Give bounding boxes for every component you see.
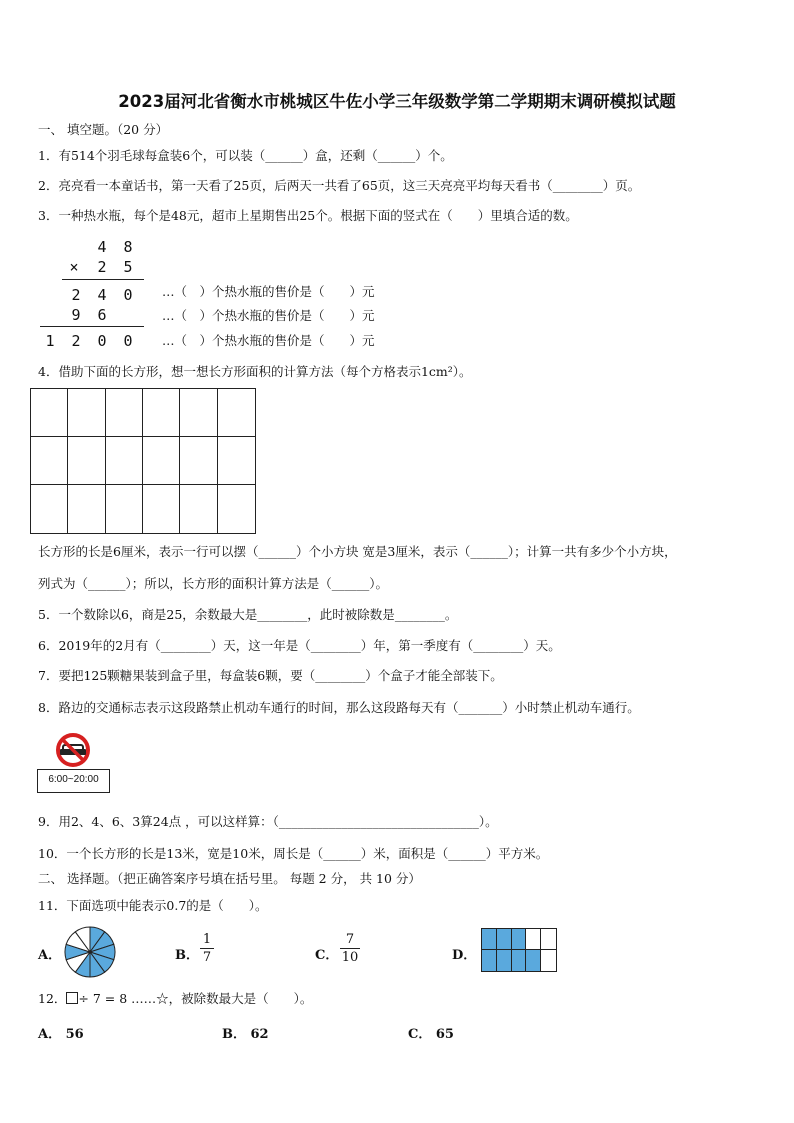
vertical-note: …（ ）个热水瓶的售价是（ ）元 (162, 284, 375, 299)
fraction-seven-tenths (340, 932, 360, 965)
denominator: 7 (202, 950, 212, 965)
option-12-c: C． 65 (408, 1027, 454, 1042)
option-12-b: B． 62 (222, 1027, 269, 1042)
question-11: 11．下面选项中能表示0.7的是（ ）。 (38, 898, 268, 913)
option-d-label: D． (452, 948, 477, 963)
digit: 0 (97, 332, 107, 350)
option-b-label: B． (175, 948, 199, 963)
digit: 1 (45, 332, 55, 350)
denominator: 10 (341, 950, 359, 965)
vertical-multiplication (40, 238, 150, 350)
question-4-line-1: 长方形的长是6厘米，表示一行可以摆（______）个小方块 宽是3厘米，表示（______）；计算一共有多少个小方块， (38, 544, 677, 559)
vertical-note: …（ ）个热水瓶的售价是（ ）元 (162, 308, 375, 323)
section-heading-fill: 一、 填空题。（20 分） (38, 122, 169, 137)
question-2: 2．亮亮看一本童话书，第一天看了25页，后两天一共看了65页，这三天亮亮平均每天看书（________）页。 (38, 178, 641, 193)
bar-fraction-grid (481, 928, 557, 972)
question-12 (38, 991, 312, 1007)
digit: 2 (71, 332, 81, 350)
pie-fraction-icon (64, 926, 116, 978)
question-4-line-2: 列式为（______）；所以，长方形的面积计算方法是（______）。 (38, 576, 389, 591)
divider-line (62, 279, 144, 280)
numerator: 1 (202, 932, 212, 947)
divider-line (40, 326, 144, 327)
digit: 8 (123, 238, 133, 256)
question-12-number: 12． (38, 991, 67, 1006)
section-heading-choice: 二、 选择题。（把正确答案序号填在括号里。 每题 2 分， 共 10 分） (38, 871, 421, 886)
question-10: 10．一个长方形的长是13米，宽是10米，周长是（______）米，面积是（______）平方米。 (38, 846, 549, 861)
digit: 4 (97, 286, 107, 304)
blank-box-icon (66, 992, 78, 1004)
digit: 0 (123, 286, 133, 304)
option-12-a: A． 56 (38, 1027, 84, 1042)
question-9: 9．用2、4、6、3算24点 ，可以这样算：（________________________________）。 (38, 814, 498, 829)
digit: 0 (123, 332, 133, 350)
multiply-sign: × (69, 258, 79, 276)
option-c-label: C． (315, 948, 339, 963)
question-6: 6．2019年的2月有（________）天，这一年是（________）年，第一季度有（________）天。 (38, 638, 561, 653)
page-title: 2023届河北省衡水市桃城区牛佐小学三年级数学第二学期期末调研模拟试题 (118, 92, 676, 111)
digit: 4 (97, 238, 107, 256)
question-1: 1．有514个羽毛球每盒装6个，可以装（______）盒，还剩（______）个。 (38, 148, 453, 163)
fraction-one-seventh (200, 932, 214, 965)
sign-time-board: 6:00~20:00 (37, 769, 110, 793)
digit: 2 (97, 258, 107, 276)
rectangle-grid (30, 388, 256, 534)
question-3: 3．一种热水瓶，每个是48元，超市上星期售出25个。根据下面的竖式在（ ）里填合适的数。 (38, 208, 578, 223)
question-8: 8．路边的交通标志表示这段路禁止机动车通行的时间，那么这段路每天有（_______）小时禁止机动车通行。 (38, 700, 640, 715)
question-12-text: ÷ 7 = 8 ……☆，被除数最大是（ ）。 (78, 991, 313, 1006)
digit: 9 (71, 306, 81, 324)
digit: 2 (71, 286, 81, 304)
question-5: 5．一个数除以6，商是25，余数最大是________，此时被除数是________。 (38, 607, 458, 622)
numerator: 7 (345, 932, 355, 947)
question-7: 7．要把125颗糖果装到盒子里，每盒装6颗，要（________）个盒子才能全部装下。 (38, 668, 503, 683)
question-4: 4．借助下面的长方形，想一想长方形面积的计算方法（每个方格表示1cm²）。 (38, 364, 472, 379)
vertical-note: …（ ）个热水瓶的售价是（ ）元 (162, 333, 375, 348)
digit: 5 (123, 258, 133, 276)
option-a-label: A． (38, 948, 62, 963)
digit: 6 (97, 306, 107, 324)
